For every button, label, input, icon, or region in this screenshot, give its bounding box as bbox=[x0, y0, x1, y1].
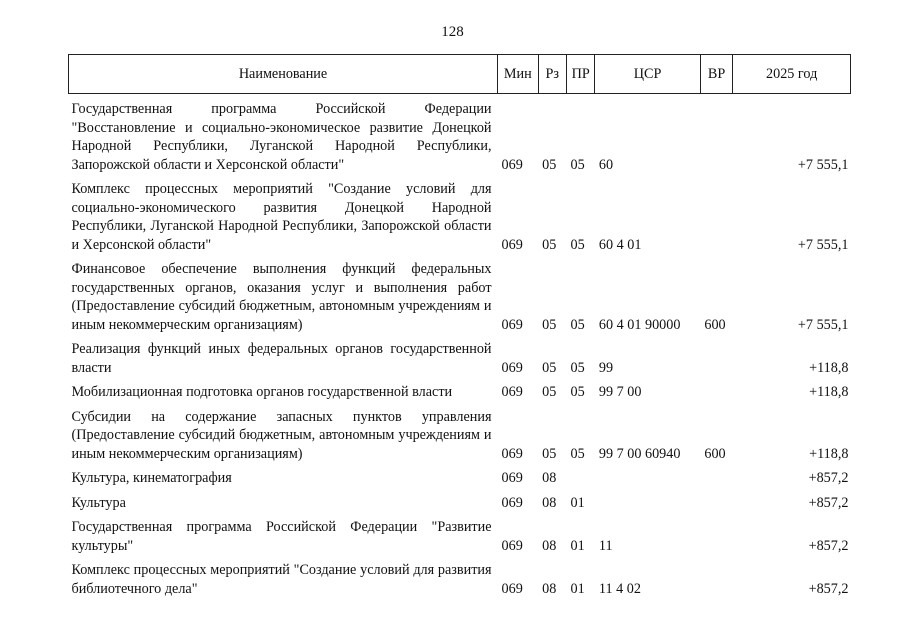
table-row bbox=[69, 335, 851, 378]
row-vr bbox=[700, 556, 732, 599]
row-name: Государственная программа Российской Федерации "Восстановление и социально-экономическое развитие Донецкой Народной Республики, Луганской Народной Республики, Запорожской области и Херсонской области" bbox=[71, 101, 492, 173]
row-pr: 05 bbox=[570, 316, 585, 333]
row-csr: 11 4 02 bbox=[598, 580, 641, 597]
row-vr: 600 bbox=[704, 316, 726, 333]
row-vr bbox=[700, 378, 732, 403]
row-pr: 05 bbox=[570, 236, 585, 253]
header-min: Мин bbox=[498, 55, 539, 94]
table-body bbox=[69, 94, 851, 600]
table-row bbox=[69, 464, 851, 489]
row-name: Комплекс процессных мероприятий "Создание условий для развития библиотечного дела" bbox=[71, 562, 492, 597]
row-min: 069 bbox=[501, 156, 523, 173]
row-pr: 05 bbox=[570, 359, 585, 376]
row-amount: +118,8 bbox=[809, 445, 849, 462]
row-vr bbox=[700, 94, 732, 176]
row-min: 069 bbox=[501, 470, 523, 486]
table-row bbox=[69, 255, 851, 335]
row-rz: 05 bbox=[542, 359, 557, 376]
row-pr: 05 bbox=[570, 445, 585, 462]
table-header bbox=[69, 55, 851, 94]
row-csr: 99 7 00 bbox=[598, 384, 642, 400]
row-rz: 08 bbox=[542, 580, 557, 597]
row-csr: 60 4 01 bbox=[598, 236, 642, 253]
row-vr: 600 bbox=[704, 445, 726, 462]
row-rz: 08 bbox=[542, 537, 557, 554]
row-min: 069 bbox=[501, 445, 523, 462]
table-row bbox=[69, 94, 851, 176]
row-amount: +7 555,1 bbox=[797, 156, 849, 173]
row-pr: 01 bbox=[570, 494, 585, 511]
row-rz: 05 bbox=[542, 445, 557, 462]
row-name: Финансовое обеспечение выполнения функций федеральных государственных органов, оказания услуг и выполнения работ (Предоставление субсидий бюджетным, автономным учреждениям и иным некоммерческим организациям) bbox=[71, 261, 492, 333]
row-min: 069 bbox=[501, 537, 523, 554]
row-amount: +118,8 bbox=[809, 384, 849, 400]
row-rz: 05 bbox=[542, 236, 557, 253]
row-min: 069 bbox=[501, 580, 523, 597]
row-rz: 05 bbox=[542, 316, 557, 333]
table-row bbox=[69, 513, 851, 556]
row-min: 069 bbox=[501, 384, 523, 400]
row-rz: 05 bbox=[542, 384, 557, 400]
table-row bbox=[69, 556, 851, 599]
table-row bbox=[69, 489, 851, 514]
row-rz: 05 bbox=[542, 156, 557, 173]
row-csr: 60 bbox=[598, 156, 614, 173]
row-pr: 05 bbox=[570, 384, 585, 400]
budget-table bbox=[68, 54, 851, 599]
row-name: Реализация функций иных федеральных органов государственной власти bbox=[71, 341, 492, 376]
page-number: 128 bbox=[441, 24, 464, 40]
row-pr: 01 bbox=[570, 580, 585, 597]
row-csr bbox=[595, 489, 700, 514]
row-csr: 99 7 00 60940 bbox=[598, 445, 681, 462]
row-min: 069 bbox=[501, 236, 523, 253]
table-row bbox=[69, 378, 851, 403]
row-amount: +857,2 bbox=[808, 537, 849, 554]
row-amount: +857,2 bbox=[808, 494, 849, 511]
row-rz: 08 bbox=[542, 494, 557, 511]
row-name: Культура bbox=[71, 494, 126, 511]
row-pr: 05 bbox=[570, 156, 585, 173]
row-vr bbox=[700, 489, 732, 514]
row-name: Комплекс процессных мероприятий "Создание условий для социально-экономического развития Донецкой Народной Республики, Луганской Народной Республики, Запорожской области и Херсонской области" bbox=[71, 181, 492, 253]
row-pr: 01 bbox=[570, 537, 585, 554]
row-min: 069 bbox=[501, 359, 523, 376]
row-vr bbox=[700, 464, 732, 489]
row-csr bbox=[595, 464, 700, 489]
row-pr bbox=[566, 464, 594, 489]
row-amount: +857,2 bbox=[808, 580, 849, 597]
row-name: Культура, кинематография bbox=[71, 470, 232, 486]
header-csr: ЦСР bbox=[595, 55, 700, 94]
row-csr: 99 bbox=[598, 359, 614, 376]
row-amount: +857,2 bbox=[808, 470, 849, 486]
header-vr: ВР bbox=[700, 55, 732, 94]
row-csr: 11 bbox=[598, 537, 613, 554]
header-rz: Рз bbox=[538, 55, 566, 94]
table-row bbox=[69, 403, 851, 465]
row-amount: +7 555,1 bbox=[797, 316, 849, 333]
table-row bbox=[69, 175, 851, 255]
header-year: 2025 год bbox=[733, 55, 851, 94]
row-name: Субсидии на содержание запасных пунктов управления (Предоставление субсидий бюджетным, автономным учреждениям и иным некоммерческим организациям) bbox=[71, 408, 492, 462]
header-name: Наименование bbox=[69, 55, 498, 94]
row-vr bbox=[700, 513, 732, 556]
row-vr bbox=[700, 175, 732, 255]
row-name: Мобилизационная подготовка органов государственной власти bbox=[71, 384, 453, 400]
row-csr: 60 4 01 90000 bbox=[598, 316, 681, 333]
row-amount: +7 555,1 bbox=[797, 236, 849, 253]
row-vr bbox=[700, 335, 732, 378]
header-pr: ПР bbox=[566, 55, 594, 94]
row-min: 069 bbox=[501, 316, 523, 333]
row-min: 069 bbox=[501, 494, 523, 511]
row-amount: +118,8 bbox=[809, 359, 849, 376]
row-rz: 08 bbox=[542, 470, 557, 486]
row-name: Государственная программа Российской Федерации "Развитие культуры" bbox=[71, 519, 492, 554]
